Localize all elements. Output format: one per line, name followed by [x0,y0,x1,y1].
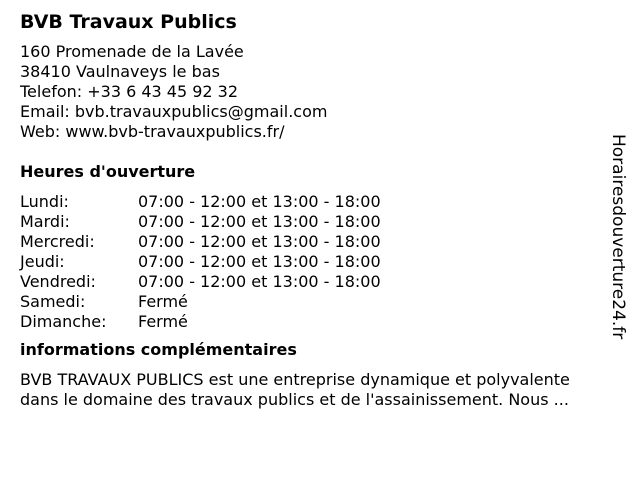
hours-row-saturday [20,292,610,312]
day-hours: Fermé [138,312,188,331]
hours-table [20,192,610,332]
web-line: Web: www.bvb-travauxpublics.fr/ [20,122,285,141]
site-watermark: Horairesdouverture24.fr [608,134,628,340]
street-address: 160 Promenade de la Lavée [20,42,244,61]
business-name: BVB Travaux Publics [20,11,237,33]
day-label: Dimanche: [20,312,107,331]
city-address: 38410 Vaulnaveys le bas [20,62,220,81]
hours-row-tuesday [20,212,610,232]
day-label: Lundi: [20,192,69,211]
hours-row-wednesday [20,232,610,252]
day-label: Samedi: [20,292,86,311]
day-hours: 07:00 - 12:00 et 13:00 - 18:00 [138,232,381,251]
day-hours: 07:00 - 12:00 et 13:00 - 18:00 [138,272,381,291]
day-hours: 07:00 - 12:00 et 13:00 - 18:00 [138,252,381,271]
business-card [20,10,610,410]
hours-row-thursday [20,252,610,272]
phone-line: Telefon: +33 6 43 45 92 32 [20,82,239,101]
day-hours: Fermé [138,292,188,311]
hours-row-friday [20,272,610,292]
day-label: Jeudi: [20,252,65,271]
day-hours: 07:00 - 12:00 et 13:00 - 18:00 [138,212,381,231]
hours-row-sunday [20,312,610,332]
day-hours: 07:00 - 12:00 et 13:00 - 18:00 [138,192,381,211]
description [20,370,620,410]
info-heading: informations complémentaires [20,340,297,359]
day-label: Vendredi: [20,272,96,291]
day-label: Mercredi: [20,232,95,251]
hours-row-monday [20,192,610,212]
description-line-2: dans le domaine des travaux publics et de l'assainissement. Nous ... [20,390,569,409]
contact-block [20,42,610,142]
day-label: Mardi: [20,212,70,231]
hours-heading: Heures d'ouverture [20,162,196,181]
email-line: Email: bvb.travauxpublics@gmail.com [20,102,328,121]
description-line-1: BVB TRAVAUX PUBLICS est une entreprise dynamique et polyvalente [20,370,570,389]
